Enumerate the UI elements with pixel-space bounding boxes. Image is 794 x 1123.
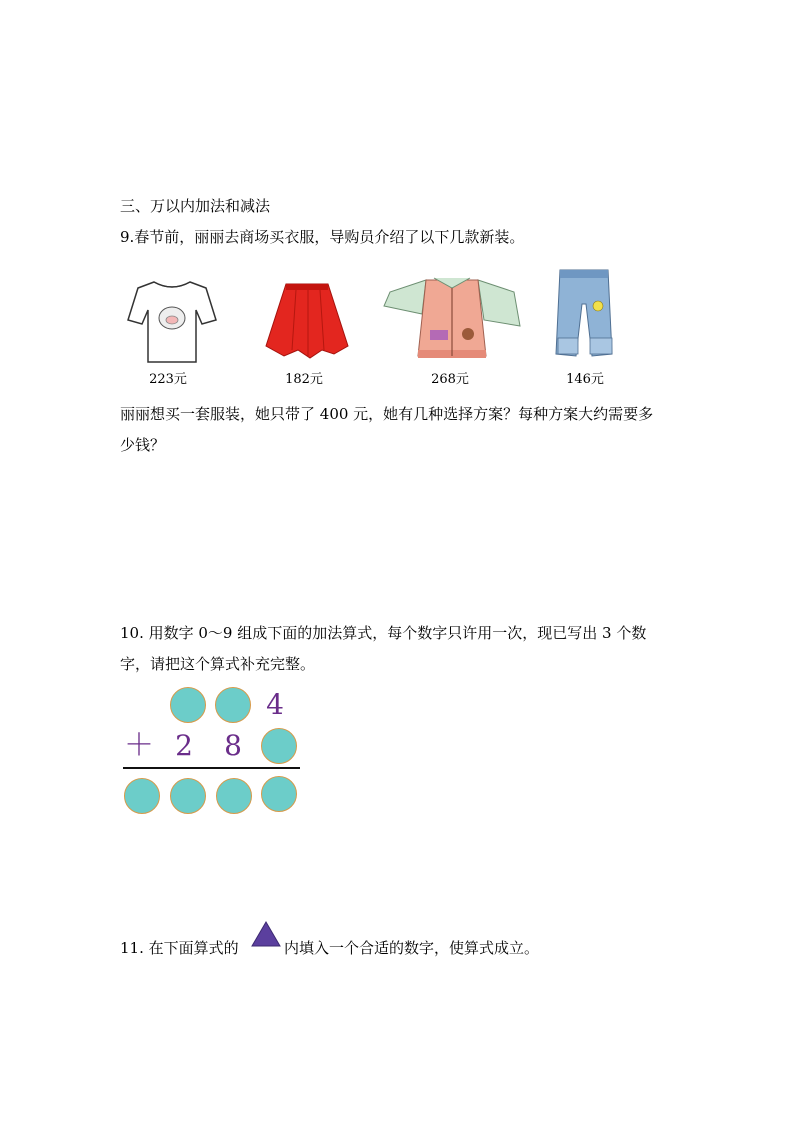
q9-question-line2: 少钱？ (120, 436, 166, 454)
price-jacket: 268元 (431, 372, 469, 387)
blank-circle[interactable] (216, 778, 252, 814)
price-jeans: 146元 (566, 372, 604, 387)
q10-line2: 字，请把这个算式补充完整。 (120, 655, 316, 673)
q11-prefix: 11. 在下面算式的 (120, 939, 239, 957)
blank-circle[interactable] (261, 728, 297, 764)
jacket-icon (382, 274, 522, 364)
triangle-icon (250, 920, 282, 948)
q10-line1: 10. 用数字 0～9 组成下面的加法算式，每个数字只许用一次，现已写出 3 个数 (120, 624, 647, 642)
jeans-icon (552, 268, 616, 360)
given-digit: 8 (224, 729, 242, 762)
price-skirt: 182元 (285, 372, 323, 387)
price-tshirt: 223元 (149, 372, 187, 387)
plus-sign: ＋ (124, 728, 154, 763)
section-heading: 三、万以内加法和减法 (120, 197, 271, 215)
given-digit: 2 (175, 729, 193, 762)
q9-intro: 9.春节前，丽丽去商场买衣服，导购员介绍了以下几款新装。 (120, 228, 525, 246)
q9-question-line1: 丽丽想买一套服装，她只带了 400 元，她有几种选择方案？每种方案大约需要多 (120, 405, 654, 423)
sum-line (123, 767, 300, 769)
tshirt-icon (126, 276, 218, 366)
skirt-icon (262, 280, 352, 362)
given-digit: 4 (266, 688, 284, 721)
blank-circle[interactable] (170, 687, 206, 723)
blank-circle[interactable] (215, 687, 251, 723)
q11-suffix: 内填入一个合适的数字，使算式成立。 (284, 939, 540, 957)
blank-circle[interactable] (124, 778, 160, 814)
blank-circle[interactable] (261, 776, 297, 812)
blank-circle[interactable] (170, 778, 206, 814)
